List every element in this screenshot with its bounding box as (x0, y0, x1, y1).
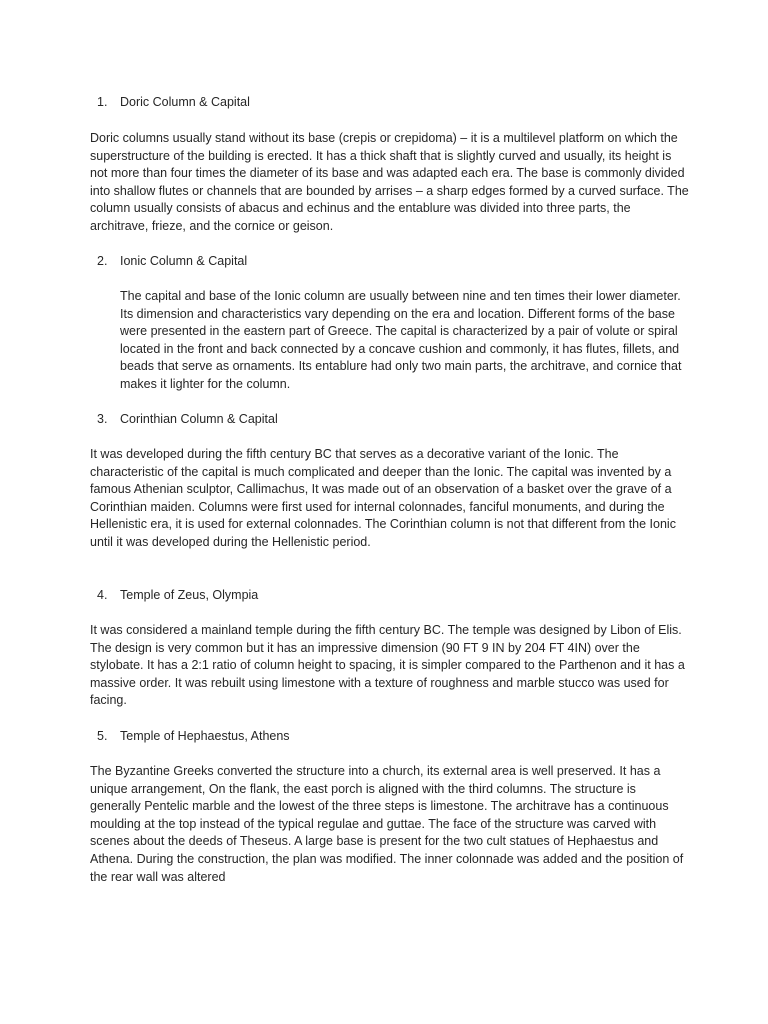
section-number: 5. (97, 729, 108, 743)
section-body-zeus: It was considered a mainland temple during the fifth century BC. The temple was designed by Libon of Elis. The design is very common but it has an impressive dimension (90 FT 9 IN by 204 FT 4IN) over the stylobate. It has a 2:1 ratio of column height to spacing, it is simpler compared to the Parthenon and it has a massive order. It was rebuilt using limestone with a texture of roughness and marble stucco was used for facing. (90, 623, 685, 708)
section-heading-ionic (97, 253, 247, 270)
section-title: Ionic Column & Capital (120, 254, 248, 268)
section-body-doric: Doric columns usually stand without its base (crepis or crepidoma) – it is a multilevel platform on which the superstructure of the building is erected. It has a thick shaft that is slightly curved and usually, its height is not more than four times the diameter of its base and was adapted each era. The base is commonly divided into shallow flutes or channels that are bounded by arrises – a sharp edges formed by a curved surface. The column usually consists of abacus and echinus and the entablure was divided into three parts, the architrave, frieze, and the cornice or geison. (90, 131, 689, 233)
section-number: 4. (97, 588, 108, 602)
section-number: 2. (97, 254, 108, 268)
section-body-corinthian: It was developed during the fifth century BC that serves as a decorative variant of the Ionic. The characteristic of the capital is much complicated and deeper than the Ionic. The capital was invented by a famous Athenian sculptor, Callimachus, It was made out of an observation of a basket over the grave of a Corinthian maiden. Columns were first used for internal colonnades, fanciful monuments, and during the Hellenistic era, it is used for external colonnades. The Corinthian column is not that different from the Ionic until it was developed during the Hellenistic period. (90, 447, 676, 549)
section-number: 3. (97, 412, 108, 426)
section-title: Temple of Zeus, Olympia (120, 588, 259, 602)
section-number: 1. (97, 95, 108, 109)
section-heading-zeus (97, 587, 258, 604)
section-title: Corinthian Column & Capital (120, 412, 278, 426)
section-body-hephaestus: The Byzantine Greeks converted the structure into a church, its external area is well preserved. It has a unique arrangement, On the flank, the east porch is aligned with the third columns. The structure is generally Pentelic marble and the lowest of the three steps is limestone. The architrave has a continuous moulding at the top instead of the typical regulae and guttae. The face of the structure was carved with scenes about the deeds of Theseus. A large base is present for the two cult statues of Hephaestus and Athena. During the construction, the plan was modified. The inner colonnade was added and the position of the rear wall was altered (90, 764, 684, 884)
section-title: Temple of Hephaestus, Athens (120, 729, 290, 743)
section-heading-doric (97, 94, 250, 111)
section-title: Doric Column & Capital (120, 95, 250, 109)
section-body-ionic: The capital and base of the Ionic column are usually between nine and ten times their lower diameter. Its dimension and characteristics vary depending on the era and location. Different forms of the base were presented in the eastern part of Greece. The capital is characterized by a pair of volute or spiral located in the front and back connected by a concave cushion and commonly, it has flutes, fillets, and beads that serve as ornaments. Its entablure had only two main parts, the architrave, and cornice that makes it lighter for the column. (120, 289, 682, 391)
section-heading-corinthian (97, 411, 278, 428)
section-heading-hephaestus (97, 728, 290, 745)
